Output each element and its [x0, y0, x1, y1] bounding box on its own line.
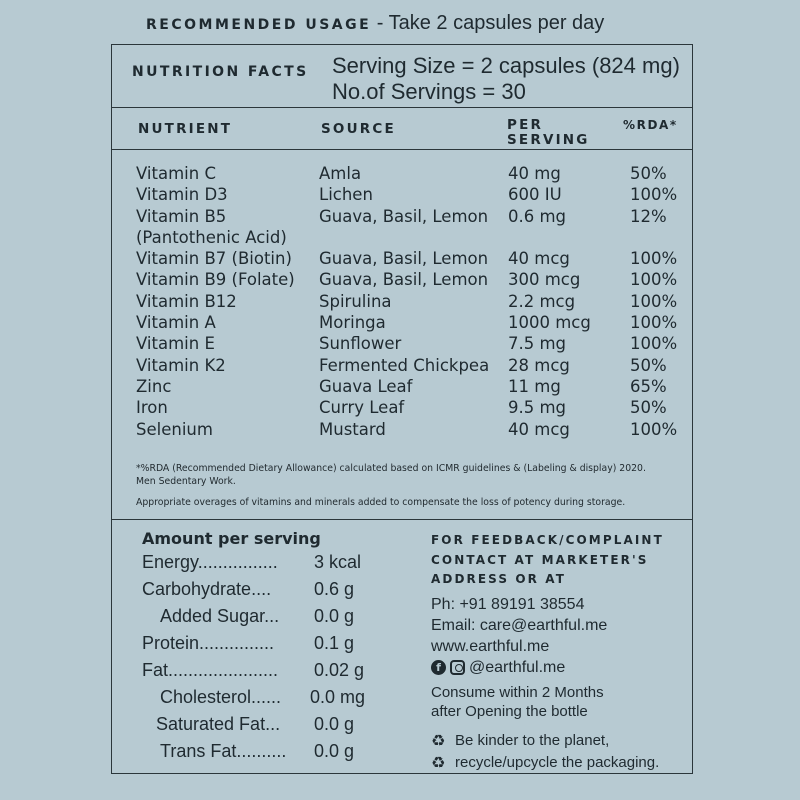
amount-label: Cholesterol......: [160, 687, 282, 707]
nutrient-name: Vitamin B9 (Folate): [136, 270, 295, 290]
nutrient-name: Vitamin D3: [136, 185, 228, 205]
nutrition-title: NUTRITION FACTS: [132, 64, 309, 80]
amount-row: [142, 660, 382, 687]
table-row: [136, 163, 686, 184]
consume-note-line1: Consume within 2 Months: [431, 683, 604, 701]
nutrient-name: Vitamin A: [136, 313, 216, 333]
nutrient-amount: 40 mcg: [508, 249, 570, 269]
nutrient-source: Guava, Basil, Lemon: [319, 249, 489, 269]
table-row: [136, 397, 686, 418]
amount-value: 0.0 mg: [310, 687, 366, 707]
nutrient-rda: 100%: [630, 185, 678, 205]
amount-label: Fat......................: [142, 660, 279, 680]
nutrient-rda: 50%: [630, 398, 667, 418]
nutrient-name: Selenium: [136, 419, 213, 439]
amount-value: 0.1 g: [314, 633, 355, 653]
nutrient-table: [136, 163, 686, 440]
recommended-usage: [146, 12, 604, 35]
table-row: [136, 355, 686, 376]
amount-label: Trans Fat..........: [160, 741, 287, 761]
contact-heading-line1: FOR FEEDBACK/COMPLAINT: [431, 533, 664, 547]
nutrient-source: Fermented Chickpea: [319, 355, 490, 375]
amount-row: [142, 552, 382, 579]
table-row: [136, 419, 686, 440]
amount-per-serving: [142, 529, 382, 768]
nutrient-amount: 0.6 mg: [508, 206, 567, 226]
contact-heading-line2: CONTACT AT MARKETER'S: [431, 552, 649, 567]
overage-note: Appropriate overages of vitamins and minerals added to compensate the loss of potency during storage.: [136, 497, 626, 508]
amount-value: 0.6 g: [314, 579, 355, 599]
table-row: [136, 291, 686, 312]
nutrient-rda: 50%: [630, 164, 667, 183]
nutrient-amount: 7.5 mg: [508, 334, 567, 354]
social-handle-row: [431, 657, 691, 678]
nutrient-amount: 9.5 mg: [508, 398, 567, 418]
nutrient-name: Zinc: [136, 376, 172, 396]
rda-footnote-line2: Men Sedentary Work.: [136, 476, 236, 487]
amount-row: [142, 741, 382, 768]
table-row: [136, 376, 686, 397]
recycle-line2: recycle/upcycle the packaging.: [455, 753, 660, 771]
usage-text: - Take 2 capsules per day: [371, 12, 605, 34]
nutrient-rda: 100%: [630, 419, 678, 439]
amount-title: Amount per serving: [142, 529, 321, 548]
nutrient-rda: 12%: [630, 206, 667, 226]
amount-label: Added Sugar...: [160, 606, 280, 626]
nutrient-source: Spirulina: [319, 291, 392, 311]
nutrient-rda: 100%: [630, 291, 678, 311]
rda-footnote: [136, 462, 686, 488]
rda-footnote-line1: *%RDA (Recommended Dietary Allowance) calculated based on ICMR guidelines & (Labeling & display) 2020.: [136, 463, 646, 474]
divider: [112, 107, 692, 108]
phone-number: Ph: +91 89191 38554: [431, 595, 585, 613]
amount-value: 0.0 g: [314, 606, 355, 626]
website: www.earthful.me: [431, 637, 550, 655]
table-row: [136, 312, 686, 333]
header-source: SOURCE: [321, 121, 396, 137]
header-per-serving-line2: SERVING: [507, 132, 590, 148]
email-address: Email: care@earthful.me: [431, 616, 608, 634]
facebook-icon: f: [431, 660, 446, 675]
nutrient-rda: 65%: [630, 376, 667, 396]
table-row: [136, 184, 686, 205]
usage-label: RECOMMENDED USAGE: [146, 17, 372, 33]
contact-info: [431, 531, 691, 774]
nutrient-rda: 100%: [630, 334, 678, 354]
nutrient-name: Vitamin E: [136, 334, 215, 354]
table-row: [136, 333, 686, 354]
nutrient-name: Vitamin B12: [136, 291, 237, 311]
amount-row: [142, 633, 382, 660]
nutrient-source: Guava, Basil, Lemon: [319, 206, 489, 226]
recycle-line1: Be kinder to the planet,: [455, 731, 610, 749]
nutrient-amount: 11 mg: [508, 376, 561, 396]
nutrient-amount: 2.2 mcg: [508, 291, 576, 311]
amount-row: [142, 687, 382, 714]
amount-row: [142, 606, 382, 633]
recycle-icons: [431, 730, 449, 774]
header-per-serving-line1: PER: [507, 117, 544, 133]
table-row: [136, 248, 686, 269]
table-row: [136, 269, 686, 290]
nutrient-name: Vitamin B7 (Biotin): [136, 249, 292, 269]
nutrient-source: Guava, Basil, Lemon: [319, 270, 489, 290]
nutrient-source: Amla: [319, 164, 362, 183]
amount-row: [142, 579, 382, 606]
recycle-icon: ♻: [431, 752, 446, 772]
nutrient-rda: 100%: [630, 270, 678, 290]
nutrient-amount: 1000 mcg: [508, 313, 591, 333]
amount-label: Carbohydrate....: [142, 579, 272, 599]
header-nutrient: NUTRIENT: [138, 121, 233, 137]
amount-value: 0.0 g: [314, 741, 355, 761]
divider: [112, 149, 692, 150]
amount-label: Energy................: [142, 552, 278, 572]
divider: [112, 519, 692, 520]
amount-value: 0.0 g: [314, 714, 355, 734]
nutrient-source: Sunflower: [319, 334, 402, 354]
header-per-serving: [507, 118, 597, 148]
header-rda: %RDA*: [623, 118, 678, 132]
nutrient-source: Curry Leaf: [319, 398, 405, 418]
nutrient-source: Moringa: [319, 313, 386, 333]
instagram-icon: [450, 660, 465, 675]
amount-row: [142, 714, 382, 741]
social-handle: @earthful.me: [469, 658, 566, 676]
nutrient-amount: 300 mcg: [508, 270, 581, 290]
servings-count: No.of Servings = 30: [332, 79, 526, 104]
nutrient-amount: 40 mcg: [508, 419, 570, 439]
consume-note-line2: after Opening the bottle: [431, 702, 588, 720]
table-row: [136, 206, 686, 249]
nutrient-source: Lichen: [319, 185, 373, 205]
nutrient-name: Vitamin K2: [136, 355, 226, 375]
nutrient-name: Iron: [136, 398, 168, 418]
amount-value: 3 kcal: [314, 552, 362, 572]
nutrition-panel: [111, 44, 693, 774]
nutrient-rda: 100%: [630, 313, 678, 333]
nutrient-amount: 600 IU: [508, 185, 562, 205]
consume-note: [431, 683, 691, 721]
recycle-note: [431, 730, 691, 774]
serving-size: Serving Size = 2 capsules (824 mg): [332, 53, 680, 78]
nutrient-rda: 100%: [630, 249, 678, 269]
amount-label: Protein...............: [142, 633, 275, 653]
amount-label: Saturated Fat...: [156, 714, 281, 734]
recycle-text: [455, 730, 659, 774]
amount-value: 0.02 g: [314, 660, 365, 680]
recycle-icon: ♻: [431, 730, 446, 750]
nutrient-source: Guava Leaf: [319, 376, 413, 396]
contact-heading-line3: ADDRESS OR AT: [431, 572, 567, 586]
nutrient-name: Vitamin B5: [136, 206, 227, 226]
nutrient-rda: 50%: [630, 355, 667, 375]
nutrient-subname: (Pantothenic Acid): [136, 227, 287, 247]
nutrient-amount: 40 mg: [508, 164, 561, 183]
nutrient-source: Mustard: [319, 419, 386, 439]
nutrient-amount: 28 mcg: [508, 355, 570, 375]
nutrient-name: Vitamin C: [136, 164, 216, 183]
